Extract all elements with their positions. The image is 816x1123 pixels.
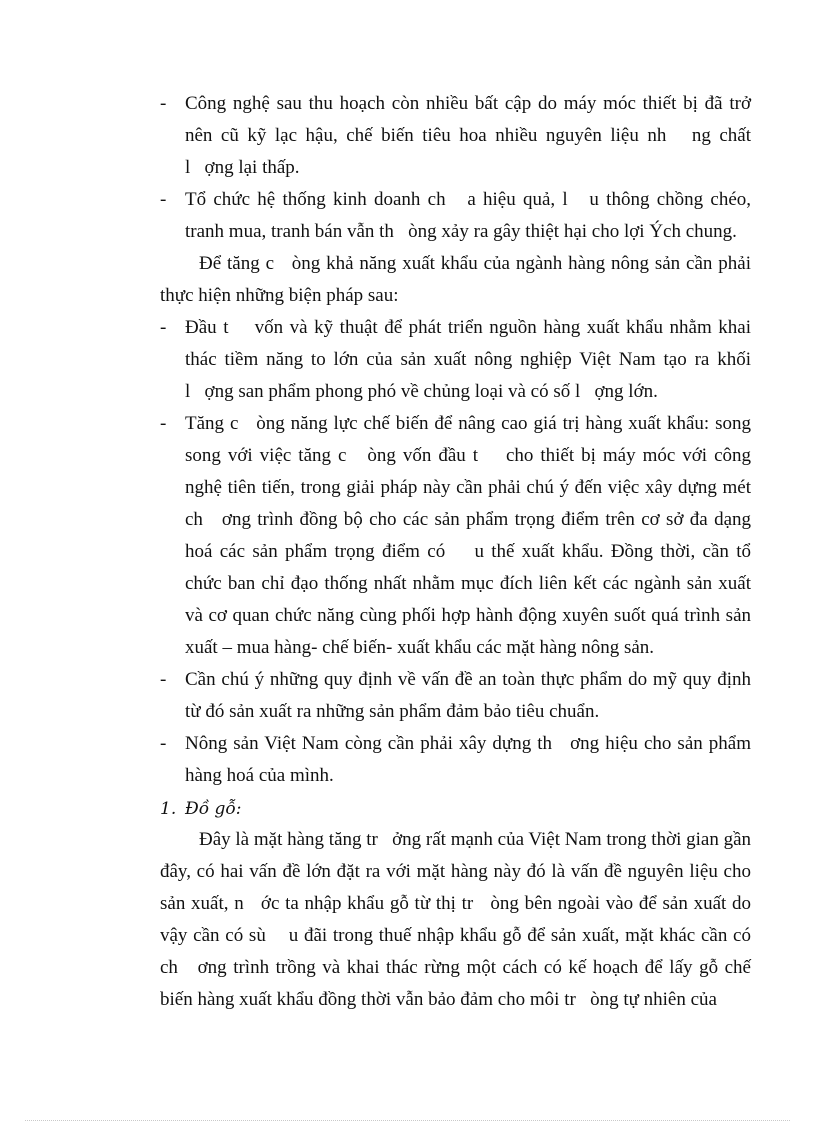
text-line: nên cũ kỹ lạc hậu, chế biến tiêu hoa nhiều nguyên liệu nh ng chất xyxy=(185,125,751,146)
text-line: hoá các sản phẩm trọng điểm có u thế xuất khẩu. Đồng thời, cần tổ xyxy=(185,541,751,562)
text-line: từ đó sản xuất ra những sản phẩm đảm bảo tiêu chuẩn. xyxy=(185,701,600,722)
text-line: Để tăng c òng khả năng xuất khẩu của ngành hàng nông sản cần phải xyxy=(199,253,751,274)
text-line: Công nghệ sau thu hoạch còn nhiều bất cập do máy móc thiết bị đã trở xyxy=(185,93,751,114)
text-line: Tăng c òng năng lực chế biến để nâng cao giá trị hàng xuất khẩu: song xyxy=(185,413,751,434)
text-line: thực hiện những biện pháp sau: xyxy=(160,285,399,306)
page-bottom-divider xyxy=(25,1120,790,1121)
text-line: Đầu t vốn và kỹ thuật để phát triển nguồn hàng xuất khẩu nhằm khai xyxy=(185,317,751,338)
text-line: l ợng lại thấp. xyxy=(185,157,300,178)
text-line: vậy cần có sù u đãi trong thuế nhập khẩu gỗ để sản xuất, mặt khác cần có xyxy=(160,925,751,946)
text-line: và cơ quan chức năng cùng phối hợp hành động xuyên suốt quá trình sản xyxy=(185,605,751,626)
bullet-dash: - xyxy=(160,733,167,754)
text-line: sản xuất, n ớc ta nhập khẩu gỗ từ thị tr òng bên ngoài vào để sản xuất do xyxy=(160,893,751,914)
text-line: song với việc tăng c òng vốn đầu t cho thiết bị máy móc với công xyxy=(185,445,751,466)
heading-text: Đồ gỗ: xyxy=(185,799,242,819)
text-line: tranh mua, tranh bán vẫn th òng xảy ra gây thiệt hại cho lợi Ých chung. xyxy=(185,221,737,242)
bullet-dash: - xyxy=(160,317,167,338)
text-line: Cần chú ý những quy định về vấn đề an toàn thực phẩm do mỹ quy định xyxy=(185,669,751,690)
text-line: hàng hoá của mình. xyxy=(185,765,334,786)
text-line: biến hàng xuất khẩu đồng thời vẫn bảo đảm cho môi tr òng tự nhiên của xyxy=(160,989,717,1010)
text-line: Đây là mặt hàng tăng tr ởng rất mạnh của Việt Nam trong thời gian gần xyxy=(199,829,752,850)
text-line: ch ơng trình trồng và khai thác rừng một cách có kế hoạch để lấy gỗ chế xyxy=(160,957,751,978)
heading-number: 1. xyxy=(160,799,177,819)
text-line: l ợng san phẩm phong phó về chủng loại và có số l ợng lớn. xyxy=(185,381,658,402)
bullet-dash: - xyxy=(160,189,167,210)
bullet-dash: - xyxy=(160,93,167,114)
text-line: đây, có hai vấn đề lớn đặt ra với mặt hàng này đó là vấn đề nguyên liệu cho xyxy=(160,861,751,882)
text-line: ch ơng trình đồng bộ cho các sản phẩm trọng điểm trên cơ sở đa dạng xyxy=(185,509,751,530)
bullet-dash: - xyxy=(160,669,167,690)
text-line: chức ban chỉ đạo thống nhất nhằm mục đích liên kết các ngành sản xuất xyxy=(185,573,751,594)
text-line: xuất – mua hàng- chế biến- xuất khẩu các mặt hàng nông sản. xyxy=(185,637,655,658)
text-line: Nông sản Việt Nam còng cần phải xây dựng th ơng hiệu cho sản phẩm xyxy=(185,733,751,754)
bullet-dash: - xyxy=(160,413,167,434)
text-line: nghệ tiên tiến, trong giải pháp này cần phải chú ý đến việc xây dựng mét xyxy=(185,477,751,498)
text-line: Tổ chức hệ thống kinh doanh ch a hiệu quả, l u thông chồng chéo, xyxy=(185,189,751,210)
text-line: thác tiềm năng to lớn của sản xuất nông nghiệp Việt Nam tạo ra khối xyxy=(185,349,751,370)
